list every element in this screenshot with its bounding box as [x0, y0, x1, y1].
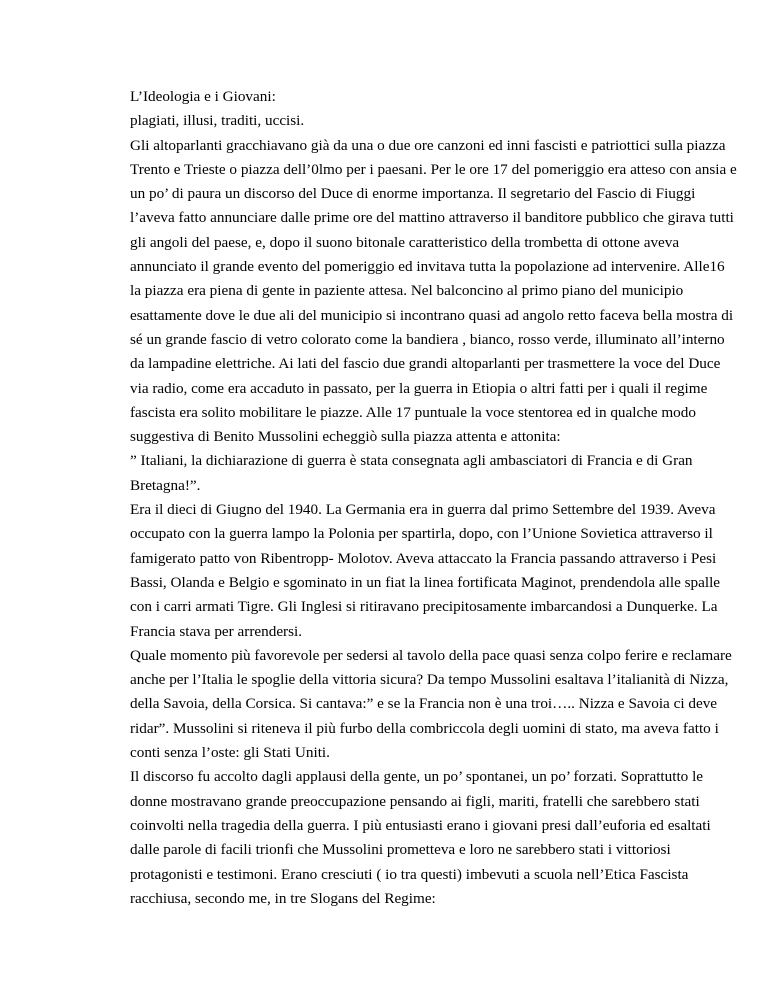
text-line: via radio, come era accaduto in passato, per la guerra in Etiopia o altri fatti per i quali il regime	[130, 379, 708, 397]
text-line: Gli altoparlanti gracchiavano già da una o due ore canzoni ed inni fascisti e patriottici sulla piazza	[130, 136, 726, 154]
text-line: della Savoia, della Corsica. Si cantava:” e se la Francia non è una troi….. Nizza e Savoia ci deve	[130, 695, 718, 713]
text-line: annunciato il grande evento del pomeriggio ed invitava tutta la popolazione ad intervenire. Alle16	[130, 258, 725, 276]
text-line: Trento e Trieste o piazza dell’0lmo per i paesani. Per le ore 17 del pomeriggio era atteso con ansia e	[130, 160, 737, 178]
text-line: l’aveva fatto annunciare dalle prime ore del mattino attraverso il banditore pubblico che girava tutti	[130, 209, 734, 227]
text-line: suggestiva di Benito Mussolini echeggiò sulla piazza attenta e attonita:	[130, 428, 561, 446]
text-line: famigerato patto von Ribentropp- Molotov. Aveva attaccato la Francia passando attraverso i Pesi	[130, 549, 717, 567]
text-line: Bassi, Olanda e Belgio e sgominato in un fiat la linea fortificata Maginot, prendendola alle spalle	[130, 573, 721, 591]
text-line: un po’ di paura un discorso del Duce di enorme importanza. Il segretario del Fascio di Fiuggi	[130, 185, 696, 203]
text-line: anche per l’Italia le spoglie della vittoria sicura? Da tempo Mussolini esaltava l’italianità di Nizza,	[130, 671, 729, 689]
text-line: Quale momento più favorevole per sedersi al tavolo della pace quasi senza colpo ferire e reclamare	[130, 646, 732, 664]
text-line: conti senza l’oste: gli Stati Uniti.	[130, 744, 330, 762]
document-body	[130, 85, 737, 911]
text-line: sé un grande fascio di vetro colorato come la bandiera , bianco, rosso verde, illuminato all’interno	[130, 330, 725, 348]
text-line: gli angoli del paese, e, dopo il suono bitonale caratteristico della trombetta di ottone aveva	[130, 233, 680, 251]
text-line: esattamente dove le due ali del municipio si incontrano quasi ad angolo retto faceva bella mostra di	[130, 306, 734, 324]
quote-line: ” Italiani, la dichiarazione di guerra è stata consegnata agli ambasciatori di Francia e di Gran	[130, 452, 693, 470]
text-line: racchiusa, secondo me, in tre Slogans del Regime:	[130, 889, 436, 907]
text-line: ridar”. Mussolini si riteneva il più furbo della combriccola degli uomini di stato, ma aveva fatto i	[130, 719, 719, 737]
text-line: coinvolti nella tragedia della guerra. I più entusiasti erano i giovani presi dall’euforia ed esaltati	[130, 816, 711, 834]
quote-line: Bretagna!”.	[130, 476, 201, 494]
text-line: donne mostravano grande preoccupazione pensando ai figli, mariti, fratelli che sarebbero stati	[130, 792, 700, 810]
text-line: protagonisti e testimoni. Erano cresciuti ( io tra questi) imbevuti a scuola nell’Etica Fascista	[130, 865, 689, 883]
text-line: fascista era solito mobilitare le piazze. Alle 17 puntuale la voce stentorea ed in qualche modo	[130, 403, 696, 421]
text-line: Il discorso fu accolto dagli applausi della gente, un po’ spontanei, un po’ forzati. Soprattutto le	[130, 768, 704, 786]
text-line: la piazza era piena di gente in paziente attesa. Nel balconcino al primo piano del municipio	[130, 282, 684, 300]
heading-line: L’Ideologia e i Giovani:	[130, 88, 276, 105]
subheading-line: plagiati, illusi, traditi, uccisi.	[130, 112, 305, 130]
text-line: occupato con la guerra lampo la Polonia per spartirla, dopo, con l’Unione Sovietica attraverso il	[130, 525, 713, 543]
text-line: Francia stava per arrendersi.	[130, 622, 303, 640]
text-line: con i carri armati Tigre. Gli Inglesi si ritiravano precipitosamente imbarcandosi a Dunquerke. La	[130, 598, 718, 616]
text-line: Era il dieci di Giugno del 1940. La Germania era in guerra dal primo Settembre del 1939. Aveva	[130, 501, 716, 519]
text-line: da lampadine elettriche. Ai lati del fascio due grandi altoparlanti per trasmettere la voce del Duce	[130, 355, 721, 373]
text-line: dalle parole di facili trionfi che Mussolini prometteva e loro ne sarebbero stati i vittoriosi	[130, 841, 671, 859]
